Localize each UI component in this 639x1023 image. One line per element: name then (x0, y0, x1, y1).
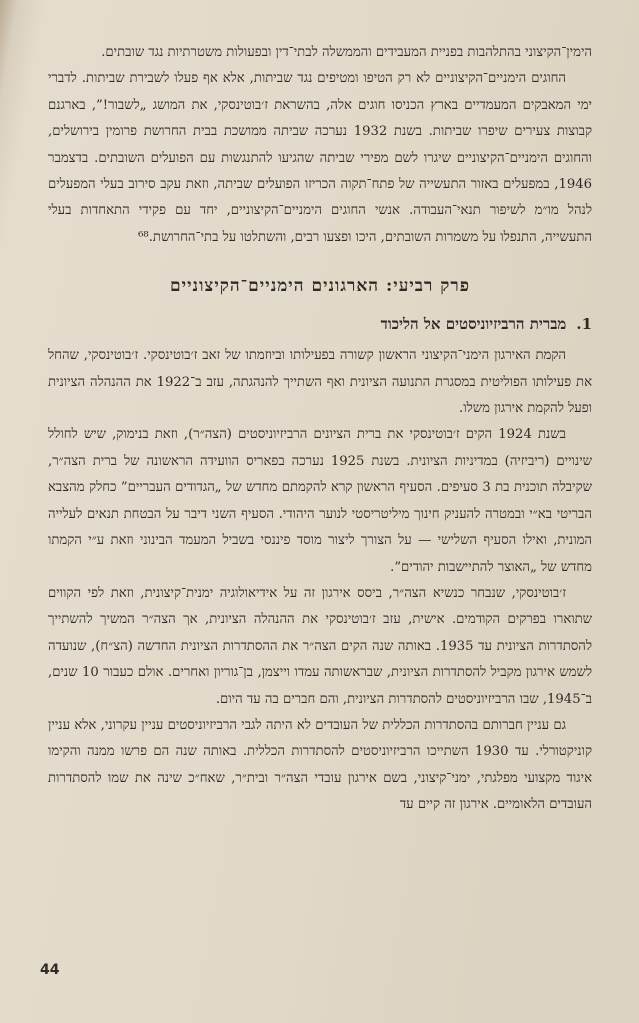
paragraph-jabotinsky-president: ז׳בוטינסקי, שנבחר כנשיא הצה״ר, ביסס אירגון זה על אידיאולוגיה ימנית־קיצונית, וזאת לפי הקווים שתוארו בפרקים הקודמים. אישית, עזב ז׳בוטינסקי את ההנהלה הציונית, אך הצה״ר המשיך להשתייך להסתדרות הציונית עד 1935. באותה שנה הקים הצה״ר את ההסתדרות הציונית החדשה (הצ״ח), שנועדה לשמש אירגון מקביל להסתדרות הציונית, שבראשותה עמדו וייצמן, בן־גוריון ואחרים. אולם כעבור 10 שנים, ב־1945, שבו הרביזיוניסטים להסתדרות הציונית, והם חברים בה עד היום. (48, 585, 592, 707)
chapter-title: פרק רביעי: הארגונים הימניים־הקיצוניים (170, 276, 470, 297)
paragraph-1924: בשנת 1924 הקים ז׳בוטינסקי את ברית הציונים הרביזיוניסטים (הצה״ר), וזאת בנימוק, שיש לחולל שינויים (ריביזיה) במדיניות הציונית. בשנת 1925 נערכה בפאריס הוועידה הראשונה של ברית הצה״ר, שקיבלה תוכנית בת 3 סעיפים. הסעיף הראשון קרא להקמתם מחדש של „הגדודים העבריים” כחלק מהצבא הבריטי בא״י ובמטרה להעניק חינוך מיליטריסטי לנוער היהודי. הסעיף השני דיבר על הבטחת תנאים לעלייה המונית, ואילו הסעיף השלישי — על הצורך ליצור מוסד פיננסי בשביל המעמד הבינוני וזאת ע״י הקמתו מחדש של „האוצר להתיישבות יהודים”. (48, 427, 592, 575)
section-heading (48, 311, 592, 337)
paragraph-founding: הקמת האירגון הימני־הקיצוני הראשון קשורה בפעילותו וביוזמתו של זאב ז׳בוטינסקי. ז׳בוטינסקי, שהחל את פעילותו הפוליטית במסגרת התנועה הציונית ואף השתייך להנהגתה, עזב ב־1922 את ההנהלה הציונית ופעל להקמת אירגון משלו. (48, 348, 593, 417)
page-number: 44 (40, 962, 60, 978)
paragraph-strike-breaking: החוגים הימניים־הקיצוניים לא רק הטיפו ומטיפים נגד שביתות, אלא אף פעלו לשבירת שביתות. לדברי ימי המאבקים המעמדיים בארץ הכניסו חוגים אלה, בהשראת ז׳בוטינסקי, את המושג „לשבור!”, בארגנם קבוצות צעירים שיפרו שביתות. בשנת 1932 נערכה שביתה ממושכת בבית החרושת פרומין בירושלים, והחוגים הימניים־הקיצוניים שיגרו לשם מפירי שביתה שהגיעו להתנגשות עם הפועלים השובתים. בדצמבר 1946, במפעלים באזור התעשייה של פתח־תקוה הכריזו הפועלים שביתה, וזאת עקב סירוב בעלי המפעלים לנהל מו״מ לשיפור תנאי־העבודה. אנשי החוגים הימניים־הקיצוניים, יחד עם פקידי התאחדות בעלי התעשייה, התנפלו על משמרות השובתים, היכו ופצעו רבים, והשתלטו על בתי־החרושת.⁶⁸ (48, 71, 592, 245)
paragraph-histadrut: גם עניין חברותם בהסתדרות הכללית של העובדים לא היתה לגבי הרביזיוניסטים עניין עקרוני, אלא עניין קוניקטורלי. עד 1930 השתייכו הרביזיוניסטים להסתדרות הכללית. באותה שנה הם פרשו ממנה והקימו איגוד מקצועי מפלגתי, ימני־קיצוני, בשם אירגון עובדי הצה״ר ובית״ר, שאח״כ שינה את שמו להסתדרות העובדים הלאומיים. אירגון זה קיים עד (48, 717, 593, 813)
section-title: מברית הרביזיוניסטים אל הליכוד (380, 315, 567, 334)
section-number: 1. (576, 315, 592, 334)
book-page (48, 40, 592, 1000)
paragraph-continued: הימין־הקיצוני בהתלהבות בפניית המעבידים והממשלה לבתי־דין ובפעולות משטרתיות נגד שובתים. (101, 45, 592, 60)
